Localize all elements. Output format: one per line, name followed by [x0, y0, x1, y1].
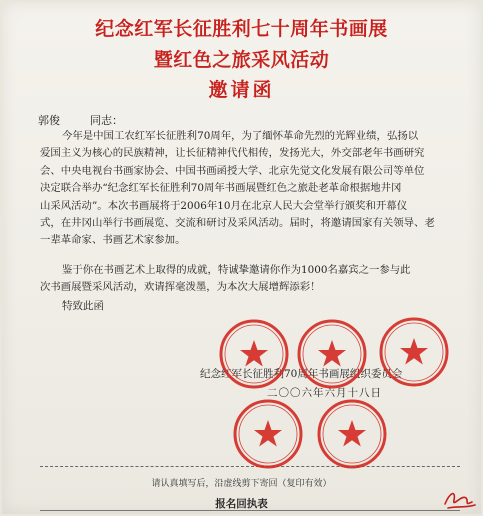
body-line: 次书画展暨采风活动，欢请挥毫泼墨，为本次大展增辉添彩！	[40, 281, 321, 294]
title-line-1: 纪念红军长征胜利七十周年书画展	[95, 18, 388, 40]
closing-remark: 特致此函	[62, 300, 104, 312]
title-line-2: 暨红色之旅采风活动	[153, 49, 330, 71]
seal-cctv-icon	[296, 318, 368, 390]
salutation	[38, 112, 123, 128]
receipt-divider	[40, 510, 460, 511]
letter-date: 二〇〇六年六月十八日	[267, 387, 382, 399]
seal-university-icon	[232, 398, 304, 470]
seal-foreign-ministry-icon	[218, 318, 290, 390]
receipt-form-title: 报名回执表	[215, 498, 268, 510]
title-line-3: 邀请函	[208, 79, 275, 101]
body-line: 式，在井冈山举行书画展览、交流和研讨及采风活动。届时，将邀请国家有关领导、老	[40, 216, 435, 229]
salutation-suffix: 同志：	[90, 114, 123, 127]
body-line: 会、中央电视台书画家协会、中国书画函授大学、北京先觉文化发展有限公司等单位	[40, 164, 425, 177]
body-line: 爱国主义为核心的民族精神，让长征精神代代相传，发扬光大，外交部老年书画研究	[40, 147, 425, 160]
recipient-name: 郭俊	[38, 114, 60, 127]
body-paragraph-1	[40, 128, 460, 250]
cut-instruction: 请认真填写后，沿虚线剪下寄回（复印有效）	[151, 479, 332, 489]
body-line: 鉴于你在书画艺术上取得的成就，特诚挚邀请你作为1000名嘉宾之一参与此	[62, 264, 411, 276]
body-line: 决定联合举办“纪念红军长征胜利70周年书画展暨红色之旅赴老革命根据地井冈	[40, 182, 402, 195]
body-paragraph-2	[40, 262, 460, 297]
body-line: 一辈革命家、书画艺术家参加。	[40, 234, 186, 247]
body-line: 今年是中国工农红军长征胜利70周年，为了缅怀革命先烈的光辉业绩，弘扬以	[62, 130, 419, 142]
body-line: 山采风活动”。本次书画展将于2006年10月在北京人民大会堂举行颁奖和开幕仪	[40, 199, 408, 212]
seal-culture-company-icon	[316, 398, 388, 470]
organizer-signature: 纪念红军长征胜利70周年书画展组织委员会	[200, 368, 403, 380]
seal-artists-association-icon	[378, 316, 450, 388]
handwritten-signature-icon	[442, 486, 478, 512]
